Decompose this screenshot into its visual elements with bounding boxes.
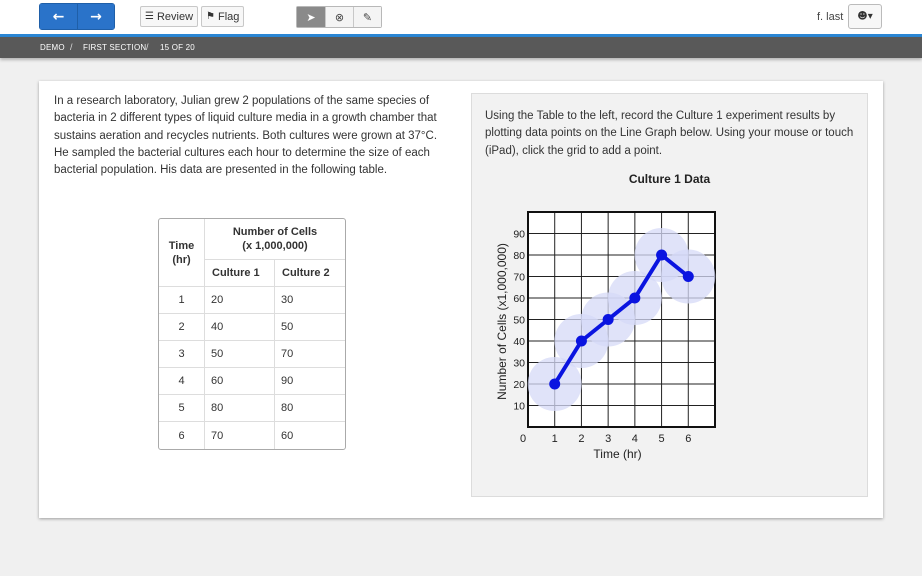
table-row [159,395,345,422]
passage-text: In a research laboratory, Julian grew 2 populations of the same species of bacteria in 2 different types of liquid culture media in a growth chamber that sustains aeration and recycles nutrients. Both cultures were grown at 37°C. He sampled the bacterial cultures each hour to determine the size of each bacterial population. His data are presented in the following table. [54,95,438,177]
back-button[interactable] [40,4,77,29]
x-tick-label: 2 [578,433,585,445]
time-cell: 3 [159,341,205,368]
culture1-cell: 50 [205,341,275,368]
breadcrumb-separator: / [146,42,149,52]
data-point [576,336,587,347]
y-tick-label: 60 [513,293,525,305]
top-toolbar [0,0,922,34]
culture1-cell: 60 [205,368,275,395]
review-button[interactable] [140,6,198,27]
y-tick-labels [513,229,525,413]
table-row [159,341,345,368]
culture2-cell: 60 [281,429,294,442]
x-tick-label: 6 [685,433,692,445]
culture1-cell: 70 [205,422,275,449]
time-header-line2: (hr) [172,253,191,266]
culture1-cell: 40 [205,314,275,341]
y-tick-label: 70 [513,271,525,284]
culture2-cell: 90 [275,368,345,395]
y-tick-label: 90 [513,228,525,241]
breadcrumb-item: 15 OF 20 [160,43,195,52]
data-table [158,218,346,450]
data-point [603,314,614,325]
culture2-cell: 70 [275,341,345,368]
caret-down-icon: ▾ [867,11,873,22]
highlighter-icon: ✎ [362,10,373,24]
culture2-cell: 30 [275,287,345,314]
table-header-row [159,219,345,260]
time-cell: 6 [159,422,205,449]
nav-button-group [39,3,115,30]
flag-button[interactable] [201,6,244,27]
x-tick-label: 4 [631,433,638,445]
culture1-cell: 20 [205,287,275,314]
culture1-cell: 80 [205,395,275,422]
culture2-cell: 50 [275,314,345,341]
tool-group [296,6,382,28]
y-tick-label: 20 [513,379,525,391]
list-icon: ☰ [145,11,154,22]
y-tick-label: 80 [513,250,525,262]
y-tick-label: 10 [513,400,525,413]
question-card [39,81,883,518]
data-point [549,379,560,390]
pointer-tool-button[interactable] [297,7,325,27]
time-header [159,219,205,287]
chart-title: Culture 1 Data [628,172,711,186]
time-cell: 1 [159,287,205,314]
table-row [159,422,345,449]
x-tick-label: 3 [605,433,612,445]
arrow-right-icon: → [90,8,102,25]
breadcrumb-item: FIRST SECTION [83,43,147,52]
data-point [656,250,667,261]
cursor-icon: ➤ [306,10,316,24]
breadcrumb [0,37,922,58]
x-axis-label: Time (hr) [593,447,642,461]
culture2-cell: 80 [275,395,345,422]
arrow-left-icon: ← [52,8,65,25]
data-point [683,271,694,282]
breadcrumb-item: DEMO [40,43,65,52]
response-panel [471,93,868,497]
table-row [159,368,345,395]
user-menu-button[interactable] [848,4,882,29]
x-tick-labels [520,433,691,445]
forward-button[interactable] [77,4,114,29]
user-name: f. last [817,11,844,23]
question-prompt: Using the Table to the left, record the Culture 1 experiment results by plotting data points on the Line Graph below. Using your mouse or touch (iPad), click the grid to add a point. [485,110,854,157]
time-cell: 4 [159,368,205,395]
time-cell: 2 [159,314,205,341]
table-row [159,287,345,314]
y-tick-label: 30 [513,357,525,370]
flag-icon: ⚑ [206,11,215,22]
breadcrumb-separator: / [70,42,73,52]
eliminate-tool-button[interactable] [325,7,353,27]
x-tick-label: 5 [658,433,665,445]
line-graph[interactable] [492,212,732,461]
time-cell: 5 [159,395,205,422]
x-tick-label: 0 [519,433,527,445]
y-tick-label: 50 [513,314,525,327]
x-tick-label: 1 [551,433,558,445]
culture2-header: Culture 2 [275,260,345,287]
y-tick-label: 40 [513,336,525,348]
flag-label: Flag [217,10,240,23]
data-point [629,293,640,304]
highlighter-tool-button[interactable] [353,7,381,27]
y-axis-label: Number of Cells (x1,000,000) [495,243,509,400]
review-label: Review [156,10,194,23]
circle-x-icon: ⊗ [334,10,345,24]
time-header-line1: Time [168,239,195,252]
number-header-line1: Number of Cells [232,226,318,238]
number-header-line2: (x 1,000,000) [242,240,308,252]
table-row [159,314,345,341]
user-icon: ☻ [857,11,868,22]
culture1-header: Culture 1 [205,260,275,287]
number-header [205,219,345,260]
